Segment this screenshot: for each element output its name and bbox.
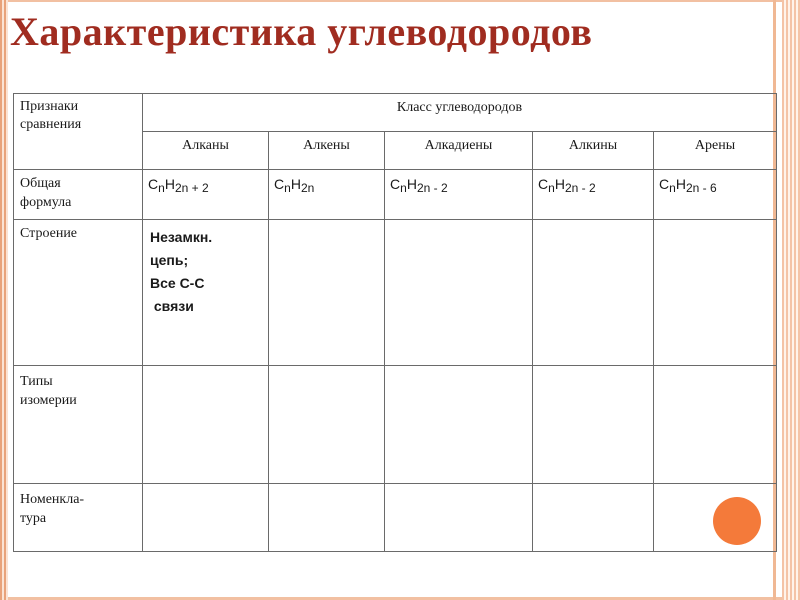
comparison-header-line2: сравнения xyxy=(20,117,82,132)
formula-label-line1: Общая xyxy=(20,176,61,191)
slide-border-right xyxy=(782,0,800,600)
structure-alkadienes xyxy=(385,220,533,366)
isomerism-label-line2: изомерии xyxy=(20,393,77,408)
slide-border-top xyxy=(8,0,782,2)
isomerism-row xyxy=(14,366,777,484)
structure-row xyxy=(14,220,777,366)
formula-alkenes: $C_nH_{2n}$ xyxy=(269,170,385,220)
nomenclature-row-label xyxy=(14,484,143,552)
comparison-header-line1: Признаки xyxy=(20,99,79,114)
isomerism-label-line1: Типы xyxy=(20,374,53,389)
formula-alkanes: $C_nH_{2n + 2}$ xyxy=(143,170,269,220)
formula-alkadienes: $C_nH_{2n - 2}$ xyxy=(385,170,533,220)
isomerism-alkadienes xyxy=(385,366,533,484)
class-alkanes: Алканы xyxy=(143,132,269,170)
class-alkadienes: Алкадиены xyxy=(385,132,533,170)
nomenclature-alkynes xyxy=(533,484,654,552)
structure-arenes xyxy=(654,220,777,366)
structure-line: цепь; xyxy=(150,252,189,268)
isomerism-alkynes xyxy=(533,366,654,484)
table-header-row xyxy=(14,94,777,132)
structure-line: Незамкн. xyxy=(150,229,213,245)
isomerism-arenes xyxy=(654,366,777,484)
nomenclature-label-line2: тура xyxy=(20,511,47,526)
slide-title: Характеристика углеводородов xyxy=(10,9,593,54)
class-alkynes: Алкины xyxy=(533,132,654,170)
class-header: Класс углеводородов xyxy=(143,94,777,132)
slide-border-left xyxy=(0,0,8,600)
structure-alkanes xyxy=(143,220,269,366)
formula-row xyxy=(14,170,777,220)
comparison-criteria-header xyxy=(14,94,143,170)
structure-alkynes xyxy=(533,220,654,366)
nomenclature-row xyxy=(14,484,777,552)
isomerism-alkanes xyxy=(143,366,269,484)
nomenclature-alkadienes xyxy=(385,484,533,552)
isomerism-alkenes xyxy=(269,366,385,484)
structure-line: связи xyxy=(150,298,194,314)
class-arenes: Арены xyxy=(654,132,777,170)
nomenclature-alkenes xyxy=(269,484,385,552)
formula-arenes: $C_nH_{2n - 6}$ xyxy=(654,170,777,220)
hydrocarbons-table xyxy=(13,93,777,552)
structure-alkenes xyxy=(269,220,385,366)
nomenclature-alkanes xyxy=(143,484,269,552)
formula-row-label xyxy=(14,170,143,220)
formula-alkynes: $C_nH_{2n - 2}$ xyxy=(533,170,654,220)
decorative-orange-circle xyxy=(713,497,761,545)
isomerism-row-label xyxy=(14,366,143,484)
structure-line: Все С-С xyxy=(150,275,205,291)
formula-label-line2: формула xyxy=(20,195,72,210)
nomenclature-label-line1: Номенкла- xyxy=(20,492,85,507)
class-alkenes: Алкены xyxy=(269,132,385,170)
structure-row-label: Строение xyxy=(14,220,143,366)
